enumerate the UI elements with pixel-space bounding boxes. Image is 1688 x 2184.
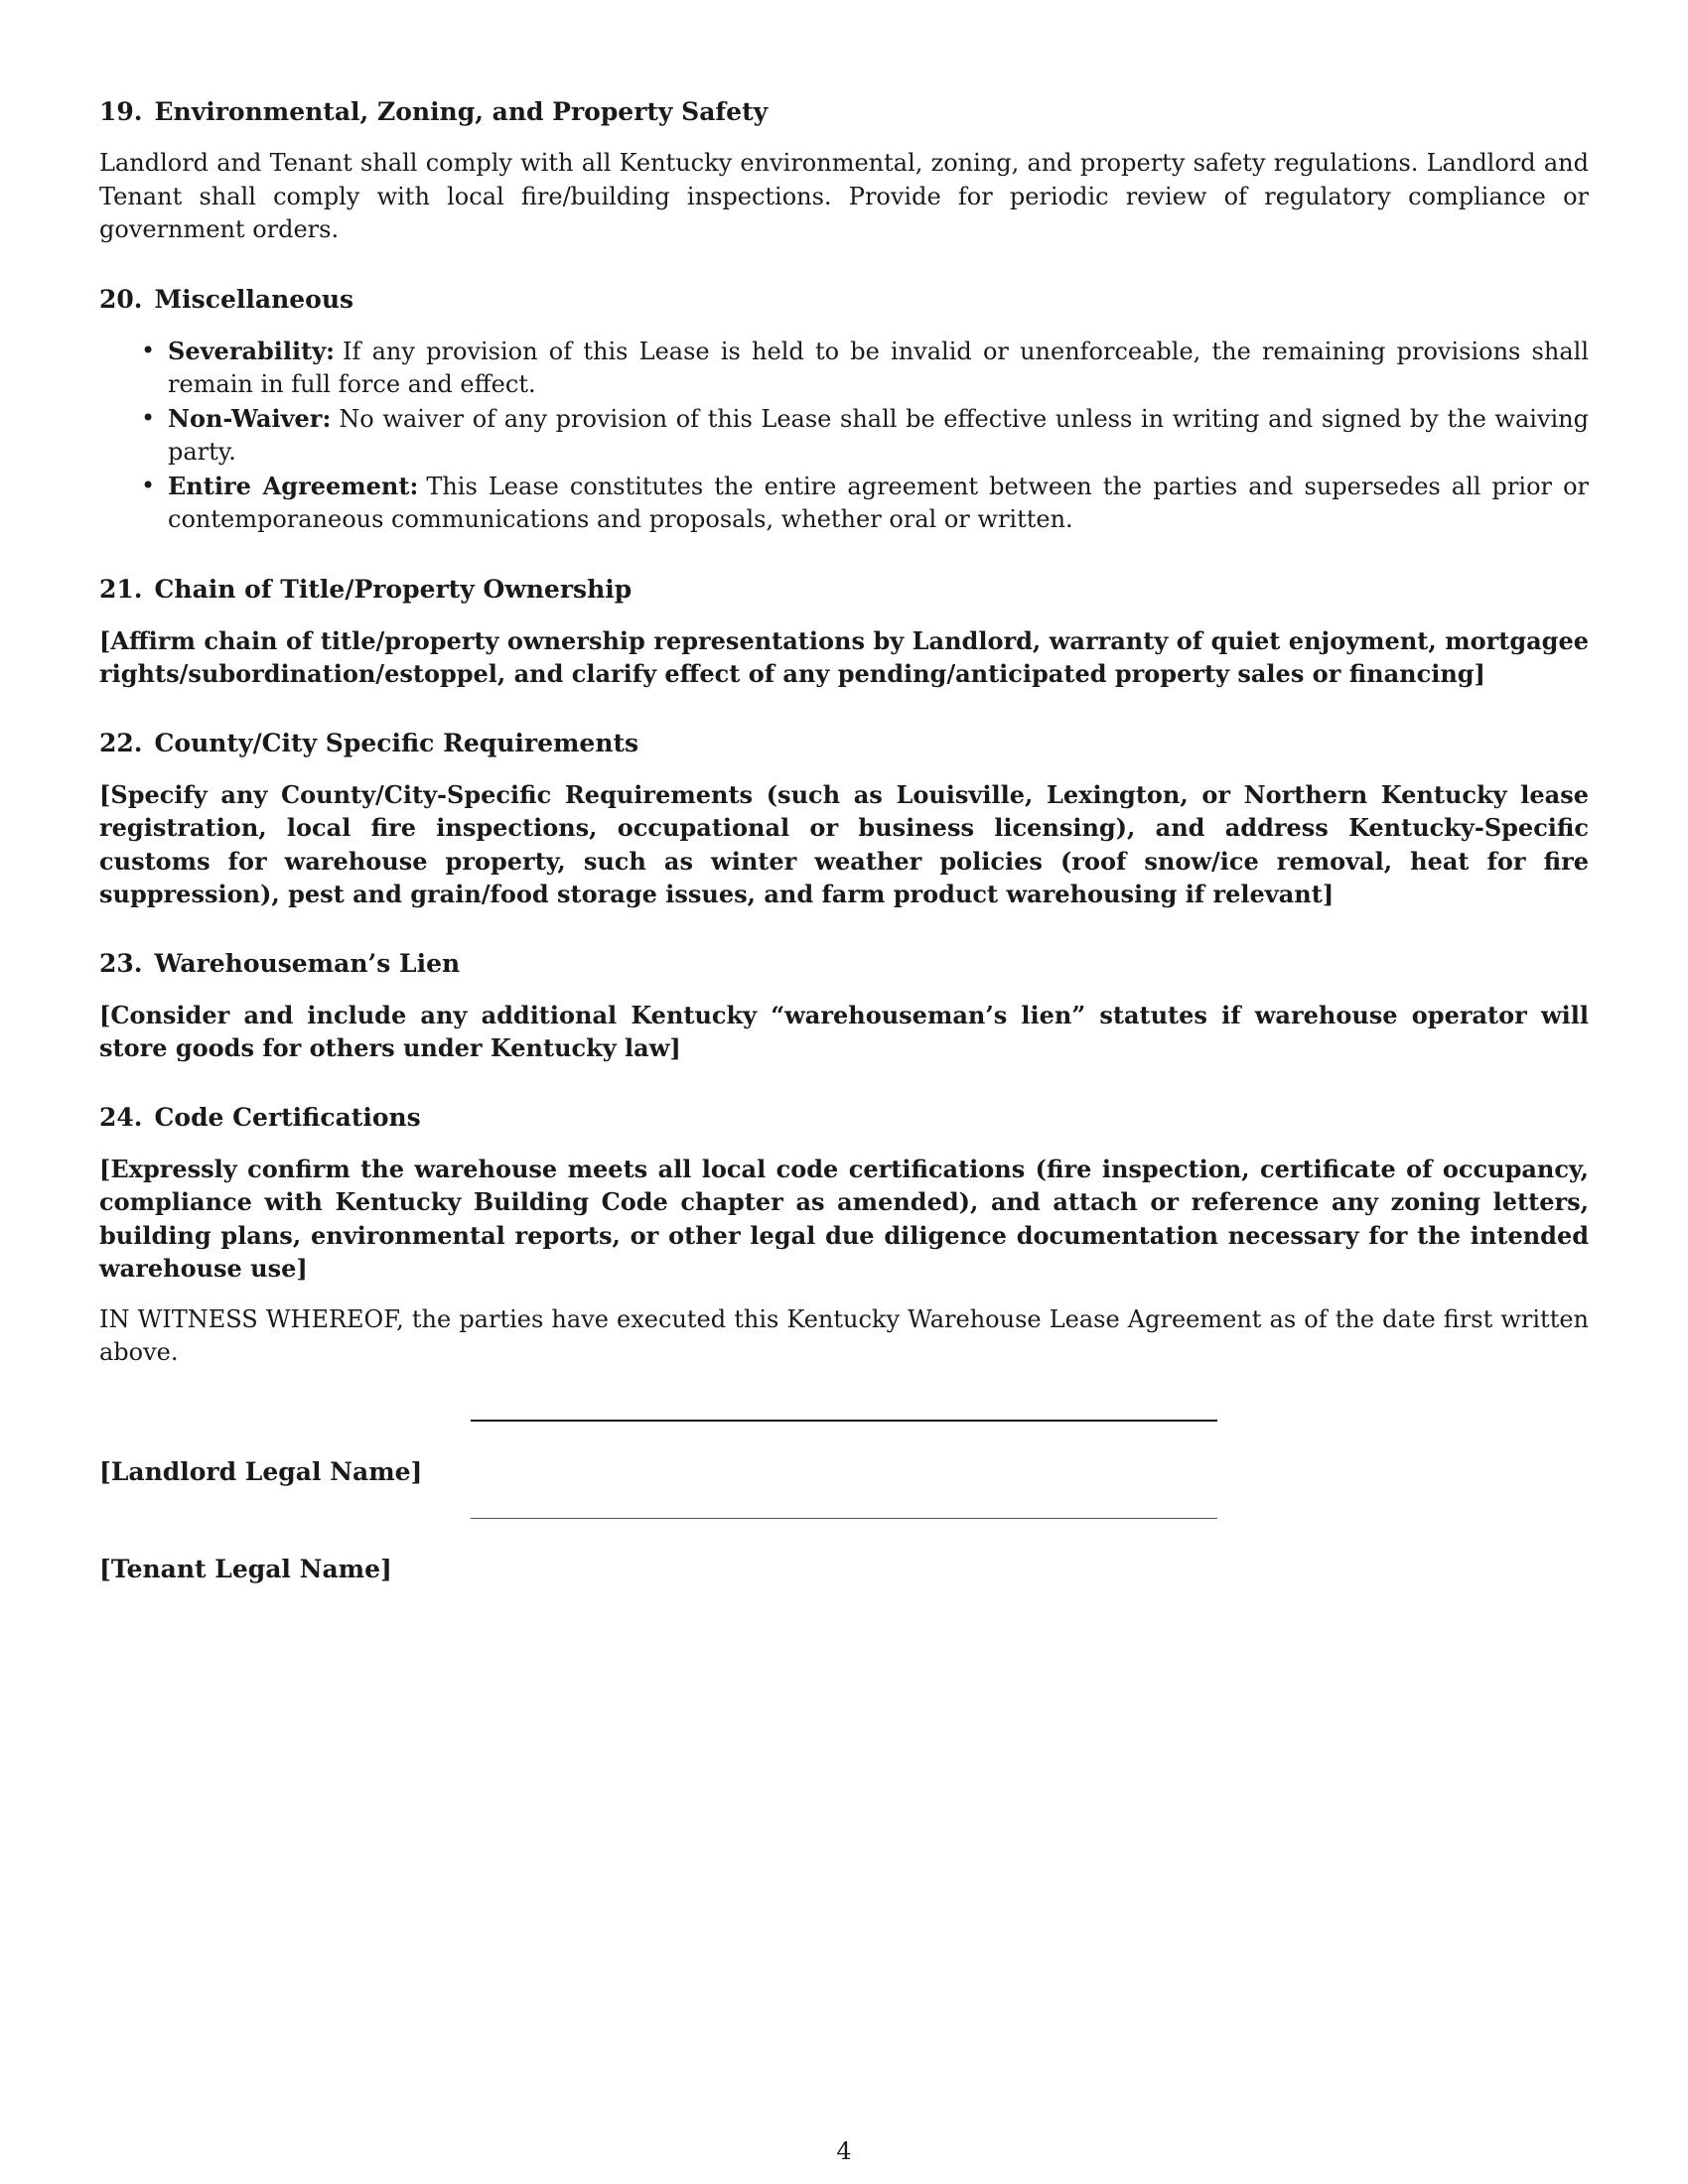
section-heading — [99, 727, 1589, 760]
section-24 — [99, 1101, 1589, 1286]
list-item-text: This Lease constitutes the entire agreement between the parties and supersedes all prior or contemporaneous communications and proposals, whether oral or written. — [168, 472, 1589, 533]
list-item-entire-agreement — [141, 470, 1589, 537]
section-number: 22. — [99, 728, 143, 757]
section-heading — [99, 573, 1589, 607]
miscellaneous-list — [99, 335, 1589, 537]
list-item-text: No waiver of any provision of this Lease shall be effective unless in writing and signed by the waiving party. — [168, 404, 1589, 466]
bullet-icon: • — [141, 471, 156, 499]
section-heading — [99, 1101, 1589, 1135]
section-number: 23. — [99, 948, 143, 978]
section-heading — [99, 95, 1589, 129]
section-title: Miscellaneous — [154, 284, 354, 314]
list-item-severability — [141, 335, 1589, 402]
witness-clause: IN WITNESS WHEREOF, the parties have executed this Kentucky Warehouse Lease Agreement as of the date first written above. — [99, 1304, 1589, 1366]
tenant-name: [Tenant Legal Name] — [99, 1554, 392, 1583]
page-number: 4 — [836, 2137, 852, 2165]
section-number: 20. — [99, 284, 143, 314]
section-heading — [99, 283, 1589, 317]
section-body: [Affirm chain of title/property ownership representations by Landlord, warranty of quiet enjoyment, mortgagee rights/subordination/estoppel, and clarify effect of any pending/anticipated property sales or financing] — [99, 625, 1589, 688]
section-22 — [99, 727, 1589, 911]
section-20 — [99, 283, 1589, 537]
section-body: [Specify any County/City-Specific Requirements (such as Louisville, Lexington, or Northern Kentucky lease registration, local fire inspections, occupational or business licensing), and address Kentucky-Specific customs for warehouse property, such as winter weather policies (roof snow/ice removal, heat for fire suppression), pest and grain/food storage issues, and farm product warehousing if relevant] — [99, 779, 1589, 908]
section-title: Environmental, Zoning, and Property Safety — [154, 97, 769, 126]
section-body: [Expressly confirm the warehouse meets all local code certifications (fire inspection, certificate of occupancy, compliance with Kentucky Building Code chapter as amended), and attach or reference any zoning letters, building plans, environmental reports, or other legal due diligence documentation necessary for the intended warehouse use] — [99, 1154, 1589, 1283]
document-page — [99, 95, 1589, 1604]
bullet-icon: • — [141, 336, 156, 364]
section-23 — [99, 947, 1589, 1065]
tenant-signature-line — [471, 1518, 1217, 1519]
section-body: [Consider and include any additional Kentucky “warehouseman’s lien” statutes if warehouse operator will store goods for others under Kentucky law] — [99, 1000, 1589, 1062]
list-item-non-waiver — [141, 402, 1589, 470]
section-title: Code Certifications — [154, 1102, 421, 1132]
landlord-signature-line — [471, 1420, 1217, 1422]
list-item-text: If any provision of this Lease is held to be invalid or unenforceable, the remaining provisions shall remain in full force and effect. — [168, 337, 1589, 398]
section-title: County/City Specific Requirements — [154, 728, 639, 757]
section-title: Chain of Title/Property Ownership — [154, 574, 633, 604]
bullet-icon: • — [141, 403, 156, 432]
signature-block — [99, 1406, 1589, 1604]
section-body: Landlord and Tenant shall comply with all Kentucky environmental, zoning, and property safety regulations. Landlord and Tenant shall comply with local fire/building inspections. Provide for periodic review of regulatory compliance or government orders. — [99, 149, 1589, 243]
section-number: 19. — [99, 97, 143, 126]
list-item-term: Severability: — [168, 336, 336, 365]
landlord-name: [Landlord Legal Name] — [99, 1456, 423, 1486]
section-19 — [99, 95, 1589, 247]
section-number: 21. — [99, 574, 143, 604]
section-title: Warehouseman’s Lien — [154, 948, 461, 978]
section-21 — [99, 573, 1589, 691]
list-item-term: Entire Agreement: — [168, 471, 419, 500]
section-number: 24. — [99, 1102, 143, 1132]
list-item-term: Non-Waiver: — [168, 403, 332, 433]
section-heading — [99, 947, 1589, 981]
